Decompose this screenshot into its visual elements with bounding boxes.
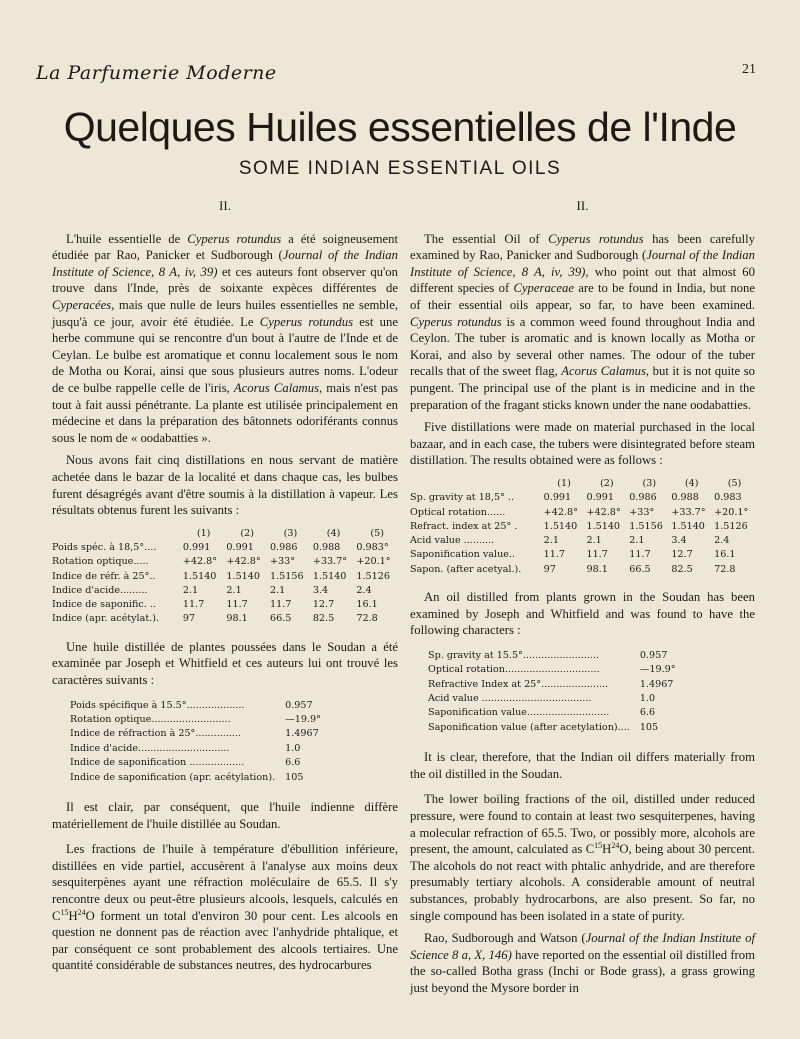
paragraph: Une huile distillée de plantes poussées dans le Soudan a été examinée par Joseph et Whitfield et ces auteurs lui ont trouvé les caractères suivants :: [52, 639, 398, 687]
table-row: Indice de saponification .................. 6.6: [70, 757, 301, 769]
table-row: Acid value .................................... 1.0: [428, 692, 656, 704]
page-title: Quelques Huiles essentielles de l'Inde: [63, 104, 737, 150]
paragraph: Five distillations were made on material purchased in the local bazaar, and in each case, the tubers were disintegrated before steam distillation. The results obtained were as follows :: [410, 420, 755, 468]
french-column: [52, 198, 398, 980]
table-row: Rotation optique.......................... —19.9°: [70, 713, 321, 725]
table-row: Acid value .......... 2.1 2.1 2.1 3.4 2.4: [410, 535, 730, 547]
column-header: (5): [370, 527, 384, 539]
table-row: Poids spécifique à 15.5°................... 0.957: [70, 699, 313, 711]
distillation-table-en: [410, 477, 755, 577]
soudan-properties-en: [428, 649, 676, 735]
table-header-row: [410, 477, 755, 491]
table-row: Indice d'acide......... 2.1 2.1 2.1 3.4 2.4: [52, 584, 372, 596]
column-header: (1): [557, 477, 571, 489]
table-row: Indice (apr. acétylat.). 97 98.1 66.5 82.5 72.8: [52, 613, 378, 625]
table-row: Sapon. (after acetyal.). 97 98.1 66.5 82.5 72.8: [410, 563, 736, 575]
table-row: Optical rotation...... +42.8° +42.8° +33° +33.7° +20.1°: [410, 506, 749, 518]
english-column: [410, 198, 755, 1003]
distillation-table-fr: [52, 527, 398, 627]
masthead-logo: La Parfumerie Moderne: [36, 62, 277, 84]
table-row: Sp. gravity at 15.5°......................... 0.957: [428, 649, 668, 661]
paragraph: Il est clair, par conséquent, que l'huile indienne diffère matériellement de l'huile distillée au Soudan.: [52, 799, 398, 831]
table-row: Optical rotation............................... —19.9°: [428, 664, 676, 676]
paragraph: The essential Oil of Cyperus rotundus has been carefully examined by Rao, Panicker and Sudborough (Journal of the Indian Institute of Science, 8 A, iv, 39), who point out that almost 60 different species of Cyperaceae are to be found in India, but none of their essential oils appear, so far, to have been examined. Cyperus rotundus is a common weed found throughout India and Ceylon. The tuber is aromatic and is known locally as Motha or Korai, and also by several other names. The odour of the tuber recalls that of the sweet flag, Acorus Calamus, but it is not quite so pungent. The principal use of the plant is in medicine and in the preparation of the fragant sticks known under the nane oodabatties.: [410, 231, 756, 412]
section-number: II.: [576, 198, 589, 213]
column-header: (2): [600, 477, 614, 489]
table-header-row: [52, 527, 398, 541]
paragraph: Rao, Sudborough and Watson (Journal of the Indian Institute of Science 8 a, X, 146) have reported on the essential oil distilled from the so-called Botha grass (Inchi or Bode grass), a grass growing just beyond the Mysore border in: [410, 931, 755, 995]
column-header: (3): [283, 527, 298, 539]
page-subtitle: SOME INDIAN ESSENTIAL OILS: [238, 158, 562, 179]
table-row: Refractive Index at 25°...................... 1.4967: [428, 678, 674, 690]
table-row: Rotation optique..... +42.8° +42.8° +33° +33.7° +20.1°: [52, 556, 391, 568]
table-row: Indice de saponification (apr. acétylation). 105: [70, 771, 304, 783]
table-row: Indice de réfr. à 25°.. 1.5140 1.5140 1.5156 1.5140 1.5126: [52, 570, 390, 582]
soudan-properties-fr: [70, 699, 321, 785]
paragraph: Les fractions de l'huile à température d'ébullition inférieure, distillées en vide partiel, accusèrent à l'analyse aux moins deux sesquiterpènes ayant une réfraction moléculaire de 65.5. Il s'y rencontre deux ou peut-être plusieurs alcools, lesquels, calculés en $C^{15}H^{24}O$ forment un total d'environ 30 pour cent. Les alcools en question ne donnent pas de réaction avec l'anhydride phtalique, et par conséquent ce sont probablement des alcools tertiaires. Une quantité considérable de substances neutres, des hydrocarbures: [52, 842, 398, 973]
column-header: (5): [727, 477, 742, 489]
paragraph: The lower boiling fractions of the oil, distilled under reduced pressure, were found to contain at least two sesquiterpenes, having a molecular refraction of 65.5. Two, or possibly more, alcohols are present, the amount, calculated as $C^{15}H^{24}O$, being about 30 percent. The alcohols do not react with phtalic anhydride, and are therefore presumably tertiary alcohols. A considerable amount of neutral substances, probably hydrocarbons, are also present. So far, no single compound has been isolated in a state of purity.: [410, 792, 755, 923]
table-row: Indice de saponific. .. 11.7 11.7 11.7 12.7 16.1: [52, 599, 378, 611]
paragraph: It is clear, therefore, that the Indian oil differs materially from the oil distilled in the Soudan.: [410, 750, 755, 781]
table-row: Indice de réfraction à 25°............... 1.4967: [70, 728, 319, 740]
table-row: Sp. gravity at 18,5° .. 0.991 0.991 0.986 0.988 0.983: [410, 492, 742, 504]
paragraph: L'huile essentielle de Cyperus rotundus a été soigneusement étudiée par Rao, Panicker et Sudborough (Journal of the Indian Institute of Science, 8 A, iv, 39) et ces auteurs font observer qu'on trouve dans l'Inde, près de soixante expèces différentes de Cyperacées, mais que nulle de leurs huiles essentielles ne semble, jusqu'à ce jour, avoir été étudiée. Le Cyperus rotundus est une herbe commune qui se rencontre d'un bout à l'autre de l'Inde et de Ceylan. Le bulbe est aromatique et connu localement sous le nom de Motha ou Korai, ainsi que sous plusieurs autres noms. L'odeur de ce bulbe rappelle celle de l'iris, Acorus Calamus, mais n'est pas tout à fait aussi pénétrante. La plante est utilisée principalement en médecine et dans la préparation des bâtonnets odoriférants connus sous le nom de « oodabatties ».: [52, 231, 398, 445]
paragraph: Nous avons fait cinq distillations en nous servant de matière achetée dans le bazar de la localité et dans chaque cas, les bulbes furent désagrégés avant d'être soumis à la distillation à vapeur. Les résultats obtenus furent les suivants :: [52, 453, 398, 518]
paragraph: An oil distilled from plants grown in the Soudan has been examined by Joseph and Whitfield and was found to have the following characters :: [410, 589, 755, 638]
column-header: (1): [196, 527, 211, 539]
table-row: Indice d'acide.............................. 1.0: [70, 742, 301, 754]
column-header: (4): [326, 527, 341, 539]
table-row: Poids spéc. à 18,5°.... 0.991 0.991 0.986 0.988 0.983°: [52, 541, 389, 553]
section-number: II.: [219, 198, 231, 213]
column-header: (4): [684, 477, 699, 489]
table-row: Saponification value (after acetylation).... 105: [428, 721, 659, 733]
column-header: (2): [240, 527, 254, 539]
column-header: (3): [642, 477, 657, 489]
table-row: Saponification value.. 11.7 11.7 11.7 12.7 16.1: [410, 549, 736, 561]
table-row: Saponification value........................... 6.6: [428, 707, 656, 719]
page-number: 21: [742, 62, 756, 77]
table-row: Refract. index at 25° . 1.5140 1.5140 1.5156 1.5140 1.5126: [410, 520, 748, 532]
